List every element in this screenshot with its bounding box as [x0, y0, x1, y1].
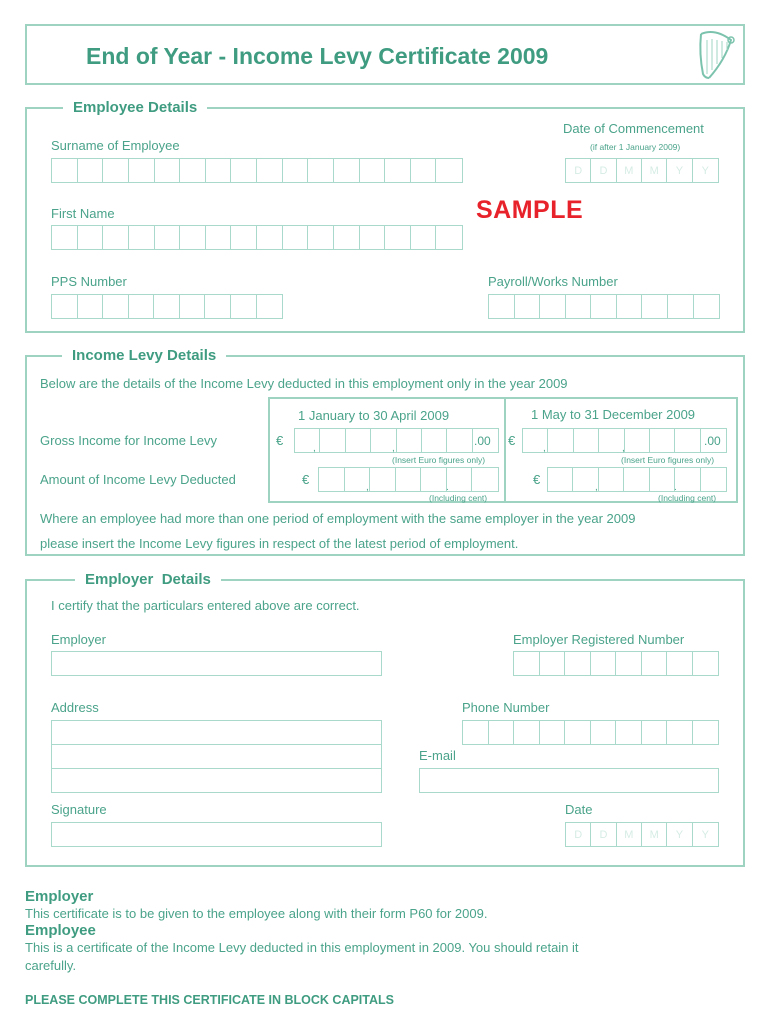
employer-label: Employer — [51, 632, 106, 647]
gross-p2-hint: (Insert Euro figures only) — [621, 455, 715, 465]
employer-legend: Employer Details — [75, 571, 221, 588]
employer-reg-label: Employer Registered Number — [513, 632, 685, 647]
payroll-field[interactable] — [488, 294, 720, 319]
address-line3-field[interactable] — [51, 768, 382, 793]
gross-p2-euro: € — [508, 433, 516, 448]
gross-p1-cents: .00 — [474, 434, 491, 448]
levy-deducted-period1-field[interactable] — [318, 467, 499, 492]
signature-label: Signature — [51, 802, 107, 817]
address-label: Address — [51, 700, 99, 715]
surname-label: Surname of Employee — [51, 138, 180, 153]
deducted-p1-sep2: . — [446, 482, 449, 493]
gross-income-period1-field[interactable] — [294, 428, 499, 453]
signature-field[interactable] — [51, 822, 382, 847]
block-capitals-note: PLEASE COMPLETE THIS CERTIFICATE IN BLOCK CAPITALS — [25, 993, 394, 1007]
levy-legend: Income Levy Details — [62, 347, 226, 364]
gross-p2-cents: .00 — [704, 434, 721, 448]
levy-note-line1: Where an employee had more than one period of employment with the same employer in the year 2009 — [40, 511, 636, 526]
employee-legend: Employee Details — [63, 99, 207, 116]
footer-employer-text: This certificate is to be given to the employee along with their form P60 for 2009. — [25, 906, 488, 921]
period1-heading: 1 January to 30 April 2009 — [298, 408, 450, 423]
commencement-date-field[interactable]: D D M M Y Y — [565, 158, 719, 183]
address-line1-field[interactable] — [51, 720, 382, 745]
email-field[interactable] — [419, 768, 719, 793]
gross-p1-hint: (Insert Euro figures only) — [392, 455, 486, 465]
levy-intro: Below are the details of the Income Levy deducted in this employment only in the year 2009 — [40, 376, 568, 391]
commencement-hint: (if after 1 January 2009) — [590, 142, 681, 152]
first-name-field[interactable] — [51, 225, 463, 250]
phone-field[interactable] — [462, 720, 719, 745]
employer-reg-number-field[interactable] — [513, 651, 719, 676]
deducted-p1-hint: (Including cent) — [429, 493, 488, 503]
sample-stamp: SAMPLE — [476, 196, 584, 224]
gross-p1-sep2: , — [392, 443, 395, 454]
deducted-p1-sep1: , — [366, 482, 369, 493]
gross-p2-sep2: , — [622, 443, 625, 454]
signature-date-field[interactable]: D D M M Y Y — [565, 822, 719, 847]
footer-employee-text-line1: This is a certificate of the Income Levy deducted in this employment in 2009. You should retain it — [25, 940, 579, 955]
footer-employer-heading: Employer — [25, 888, 94, 905]
deducted-p2-sep1: , — [595, 482, 598, 493]
levy-deducted-period2-field[interactable] — [547, 467, 727, 492]
levy-note-line2: please insert the Income Levy figures in respect of the latest period of employment. — [40, 536, 519, 551]
deducted-p1-euro: € — [302, 472, 310, 487]
address-line2-field[interactable] — [51, 744, 382, 769]
phone-label: Phone Number — [462, 700, 550, 715]
page-title: End of Year - Income Levy Certificate 2009 — [86, 43, 549, 69]
harp-icon — [695, 30, 739, 82]
deducted-p2-hint: (Including cent) — [658, 493, 717, 503]
period2-heading: 1 May to 31 December 2009 — [531, 407, 696, 422]
footer-employee-text-line2: carefully. — [25, 958, 77, 973]
gross-income-label: Gross Income for Income Levy — [40, 433, 218, 448]
gross-p1-sep1: , — [313, 443, 316, 454]
levy-deducted-label: Amount of Income Levy Deducted — [40, 472, 236, 487]
date-label: Date — [565, 802, 593, 817]
certify-text: I certify that the particulars entered above are correct. — [51, 598, 360, 613]
gross-p1-euro: € — [276, 433, 284, 448]
pps-field[interactable] — [51, 294, 283, 319]
payroll-label: Payroll/Works Number — [488, 274, 618, 289]
email-label: E-mail — [419, 748, 456, 763]
levy-period-divider — [504, 397, 506, 503]
gross-p2-sep1: , — [543, 443, 546, 454]
pps-label: PPS Number — [51, 274, 127, 289]
deducted-p2-euro: € — [533, 472, 541, 487]
deducted-p2-sep2: . — [674, 482, 677, 493]
surname-field[interactable] — [51, 158, 463, 183]
commencement-label: Date of Commencement — [563, 121, 704, 136]
employer-name-field[interactable] — [51, 651, 382, 676]
footer-employee-heading: Employee — [25, 922, 96, 939]
first-name-label: First Name — [51, 206, 115, 221]
